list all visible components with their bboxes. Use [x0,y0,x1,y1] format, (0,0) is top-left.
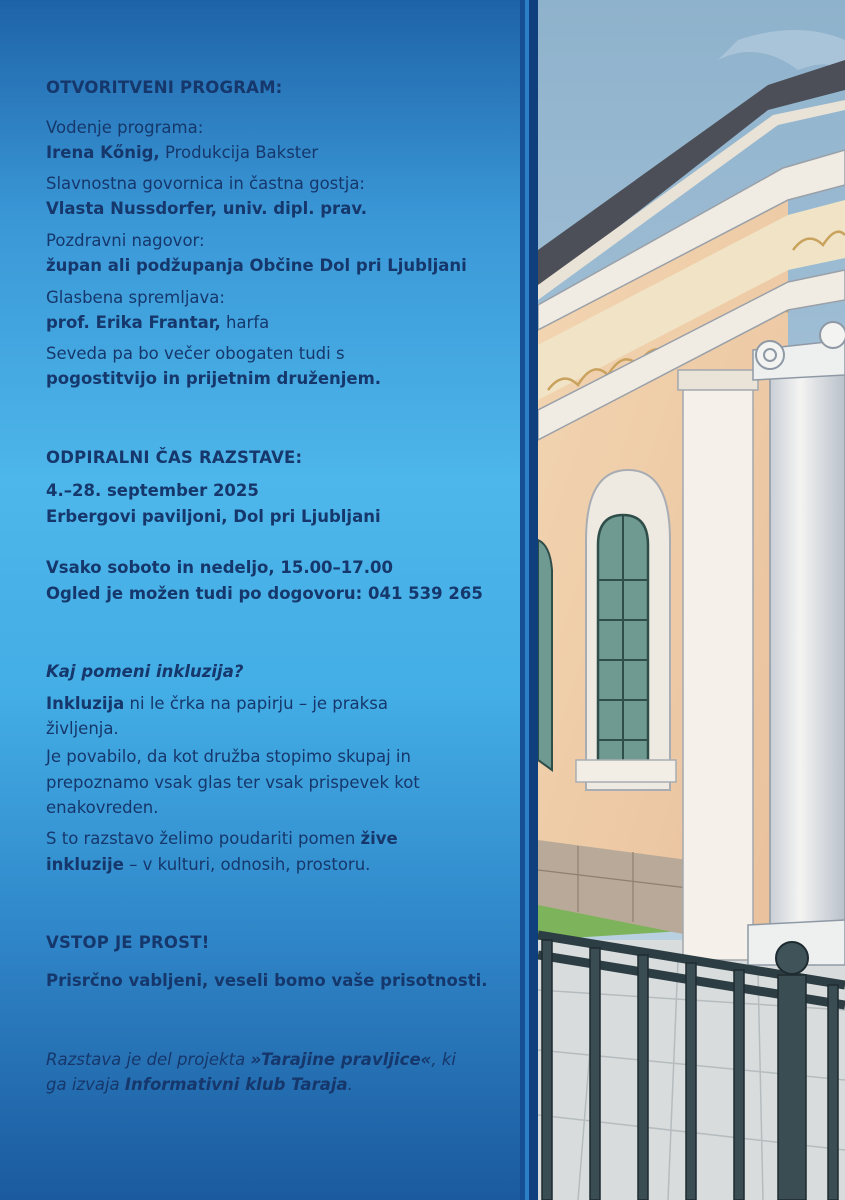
exhibition-dates: 4.–28. september 2025 [46,481,259,500]
program-closing-bold: pogostitvijo in prijetnim druženjem. [46,369,382,388]
weekend-hours: Vsako soboto in nedeljo, 15.00–17.00 [46,558,393,577]
greeting-name: župan ali podžupanja Občine Dol pri Ljubljani [46,256,467,275]
footer-text: ga izvaja [46,1075,125,1094]
footer-credit [46,1074,353,1096]
project-name: »Tarajine pravljice« [250,1050,432,1069]
welcome-line: Prisrčno vabljeni, veseli bomo vaše prisotnosti. [46,971,488,990]
pavilion-illustration [538,0,845,1200]
inclusion-text: enakovreden. [46,798,159,817]
program-closing: Seveda pa bo večer obogaten tudi s [46,344,345,363]
musician-name: prof. Erika Frantar, [46,313,221,332]
footer-text: . [347,1075,353,1094]
inclusion-keyword: inkluzije [46,855,124,874]
inclusion-text: prepoznamo vsak glas ter vsak prispevek kot [46,773,420,792]
speaker-name: Vlasta Nussdorfer, univ. dipl. prav. [46,199,368,218]
inclusion-question: Kaj pomeni inkluzija? [46,662,244,681]
footer-text: Razstava je del projekta [46,1050,251,1069]
divider-stripe [529,0,538,1200]
program-item-label: Glasbena spremljava: [46,288,225,307]
inclusion-text: življenja. [46,719,119,738]
musician-detail: harfa [220,313,270,332]
program-heading: OTVORITVENI PROGRAM: [46,78,283,97]
appointment-info: Ogled je možen tudi po dogovoru: 041 539 265 [46,584,483,603]
host-name: Irena Kőnig, [46,143,160,162]
footer-credit [46,1049,456,1071]
inclusion-keyword: žive [360,829,398,848]
club-name: Informativni klub Taraja [124,1075,348,1094]
inclusion-keyword: Inkluzija [46,694,125,713]
program-item-label: Pozdravni nagovor: [46,231,205,250]
program-item-value [46,312,269,334]
entry-heading: VSTOP JE PROST! [46,933,210,952]
inclusion-text [46,854,370,876]
inclusion-text-part: – v kulturi, odnosih, prostoru. [123,855,371,874]
inclusion-text-part: S to razstavo želimo poudariti pomen [46,829,361,848]
footer-text: , ki [431,1050,456,1069]
program-item-label: Vodenje programa: [46,118,204,137]
program-item-label: Slavnostna govornica in častna gostja: [46,174,365,193]
inclusion-text [46,828,398,850]
host-detail: Produkcija Bakster [159,143,319,162]
inclusion-text: Je povabilo, da kot družba stopimo skupaj in [46,747,411,766]
program-item-value [46,142,318,164]
hours-heading: ODPIRALNI ČAS RAZSTAVE: [46,448,303,467]
inclusion-text [46,693,388,715]
exhibition-venue: Erbergovi paviljoni, Dol pri Ljubljani [46,507,381,526]
inclusion-text-part: ni le črka na papirju – je praksa [124,694,388,713]
